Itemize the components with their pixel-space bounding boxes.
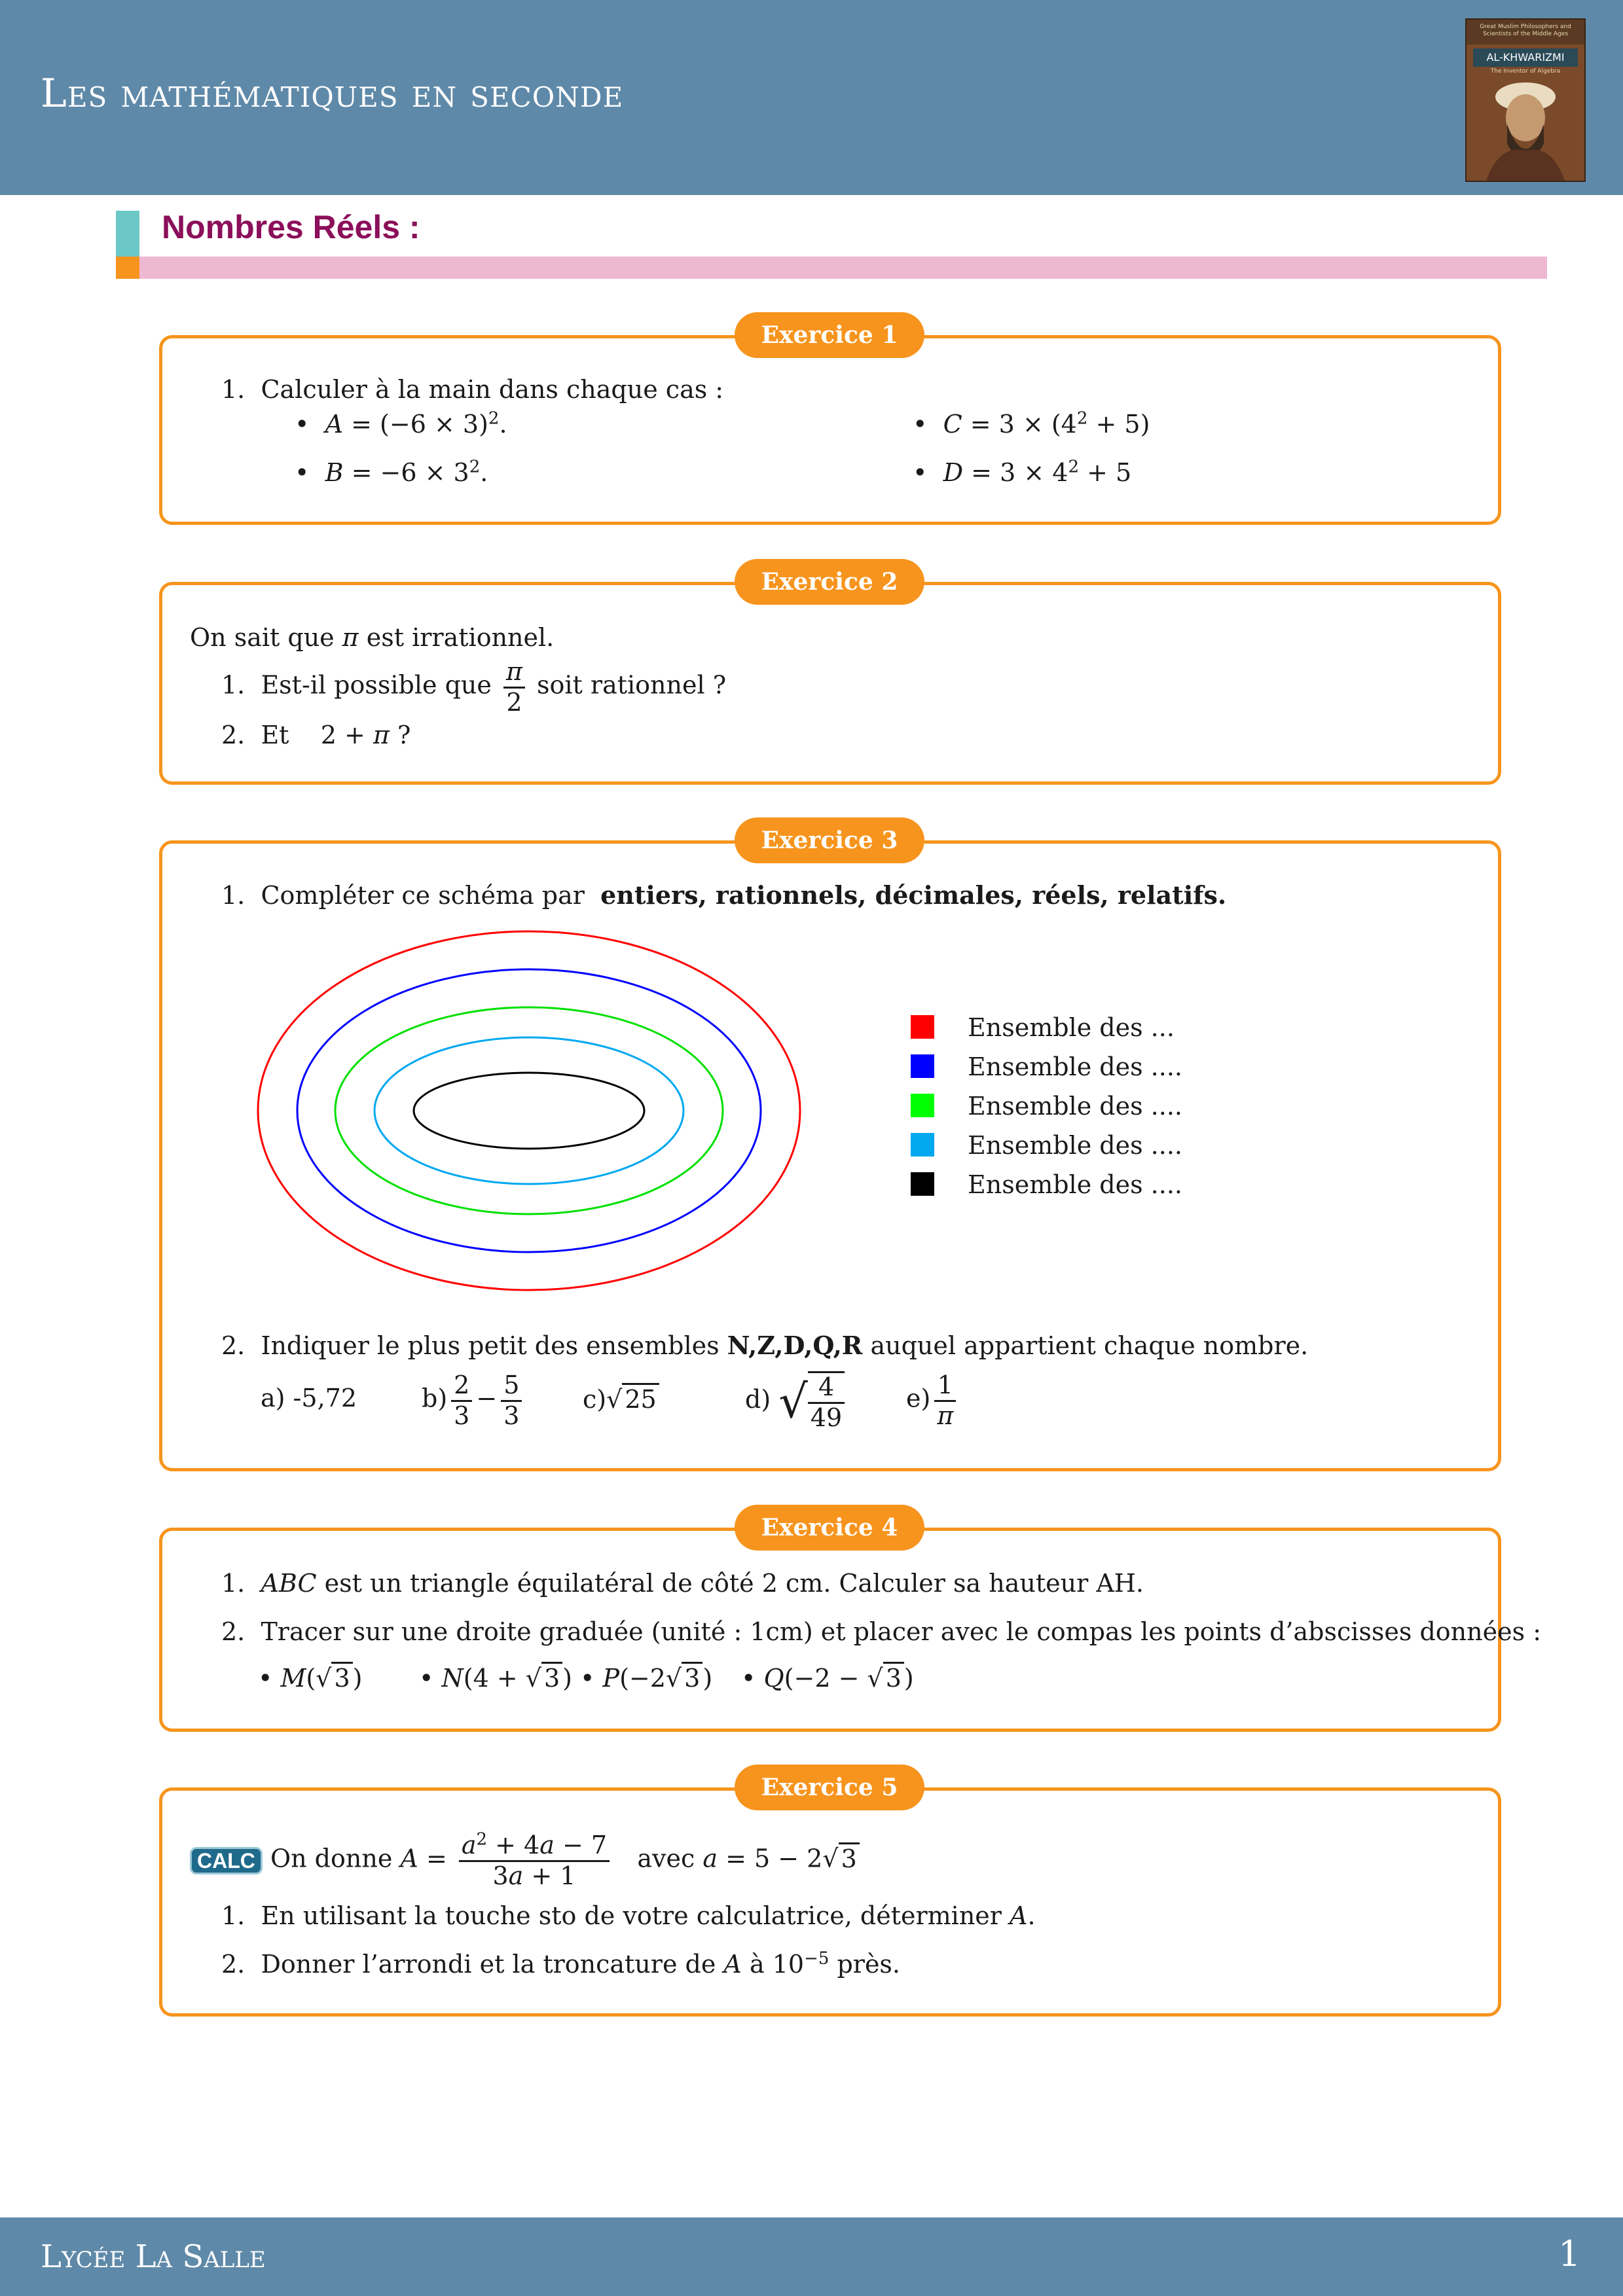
section-title: Nombres Réels : — [162, 209, 420, 245]
ellipse-blue — [297, 969, 761, 1252]
calculator-badge: CALC — [190, 1847, 263, 1874]
ex3-q2: 2. Indiquer le plus petit des ensembles N,Z,D,Q,R auquel appartient chaque nombre. — [221, 1331, 1309, 1360]
exercise-3-badge: Exercice 3 — [735, 817, 924, 863]
cover-name: AL-KHWARIZMI — [1473, 48, 1578, 67]
nested-sets-diagram — [254, 929, 804, 1308]
ex4-point-q: • Q(−2 − √ 3 ) — [741, 1666, 914, 1691]
ex2-q1: 1. Est-il possible que $\frac{\pi}{2}$ soit rationnel ? — [221, 657, 727, 717]
legend-swatch — [911, 1094, 934, 1117]
legend-label: Ensemble des .... — [968, 1170, 1182, 1199]
ex1-item-c: • $C = 3 \times (4^2 + 5)$ — [913, 408, 1150, 439]
ex5-intro: CALC On donne A = $\frac{a^2 + 4a - 7}{3a + 1}$ avec a = 5 − 2√ 3 — [190, 1831, 860, 1890]
section-bar-orange — [116, 257, 139, 279]
exercise-5-badge: Exercice 5 — [735, 1765, 924, 1810]
exercise-4-badge: Exercice 4 — [735, 1505, 924, 1551]
legend-swatch — [911, 1054, 934, 1078]
legend-swatch — [911, 1172, 934, 1196]
ex5-fraction: $\frac{a^2 + 4a - 7}{3a + 1}$ — [459, 1831, 610, 1890]
ex4-q1: 1. ABC est un triangle équilatéral de côté 2 cm. Calculer sa hauteur AH. — [221, 1569, 1144, 1598]
ellipse-black — [414, 1073, 644, 1149]
ex3-number-e: e) $\frac{1}{\pi}$ — [906, 1371, 960, 1430]
ex2-intro: On sait que π est irrationnel. — [190, 623, 555, 652]
section-bar-teal — [116, 211, 139, 257]
ex2-q2: 2. Et 2 + π ? — [221, 721, 411, 749]
ex3-number-a: a) -5,72 — [261, 1384, 357, 1412]
ex5-q1: 1. En utilisant la touche sto de votre calculatrice, déterminer A. — [221, 1901, 1036, 1930]
ex4-point-p: • P(−2√ 3 ) — [580, 1666, 712, 1691]
ex2-fraction: $\frac{\pi}{2}$ — [503, 658, 525, 717]
section-underline — [139, 257, 1547, 279]
ex3-number-c: c)√ 25 — [583, 1387, 659, 1412]
legend-label: Ensemble des .... — [968, 1052, 1182, 1081]
exercise-2-badge: Exercice 2 — [735, 559, 924, 605]
ex4-q2: 2. Tracer sur une droite graduée (unité : 1cm) et placer avec le compas les points d’abscisses données : — [221, 1617, 1541, 1646]
ex4-point-m: • M(√ 3 ) — [258, 1666, 362, 1691]
exercise-1-badge: Exercice 1 — [735, 312, 924, 358]
ex1-q1: 1. Calculer à la main dans chaque cas : — [221, 375, 724, 404]
ex1-item-d: • $D = 3 \times 4^2 + 5$ — [913, 457, 1132, 487]
ex3-number-d: d) √ $\frac{4}{49}$ — [745, 1371, 848, 1432]
ex5-q2: 2. Donner l’arrondi et la troncature de A à $10^{-5}$ près. — [221, 1948, 901, 1979]
ex1-item-a: • $A = (-6 \times 3)^2$. — [295, 408, 507, 439]
page-number: 1 — [1558, 2233, 1581, 2274]
exercise-2-box — [159, 582, 1501, 785]
legend-swatch — [911, 1015, 934, 1039]
exercise-5-box — [159, 1787, 1501, 2017]
cover-subtitle: The Inventor of Algebra — [1490, 68, 1561, 75]
portrait-illustration — [1467, 20, 1584, 181]
ellipse-red — [258, 931, 800, 1290]
ellipse-cyan — [374, 1037, 684, 1184]
exercise-4-box — [159, 1528, 1541, 1732]
exercise-3-box — [159, 840, 1501, 1471]
cover-band-text: Great Muslim Philosophers and Scientists of the Middle Ages — [1480, 24, 1571, 37]
header-title: Les mathématiques en seconde — [41, 71, 624, 117]
legend-swatch — [911, 1133, 934, 1157]
legend-label: Ensemble des .... — [968, 1131, 1182, 1160]
book-cover-image — [1465, 18, 1586, 182]
exercise-1-box — [159, 335, 1501, 525]
legend-label: Ensemble des ... — [968, 1013, 1175, 1042]
ex1-item-b: • $B = -6 \times 3^2$. — [295, 457, 488, 487]
legend-label: Ensemble des .... — [968, 1092, 1182, 1121]
ex3-number-b: b) $\frac{2}{3}$ − $\frac{5}{3}$ — [422, 1371, 526, 1430]
ex4-point-n: • N(4 + √ 3 ) — [419, 1666, 572, 1691]
ex3-q1: 1. Compléter ce schéma par entiers, rationnels, décimales, réels, relatifs. — [221, 880, 1227, 910]
footer-title: Lycée La Salle — [41, 2238, 266, 2275]
